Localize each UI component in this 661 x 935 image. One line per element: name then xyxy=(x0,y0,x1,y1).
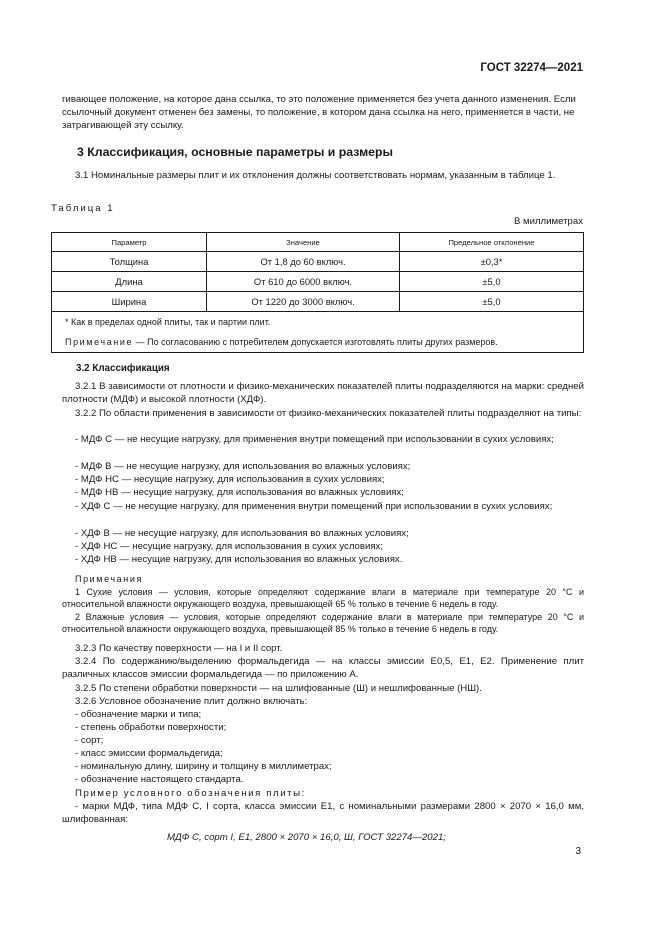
table-note xyxy=(52,331,584,353)
designation-item: - класс эмиссии формальдегида; xyxy=(75,748,223,759)
table-units: В миллиметрах xyxy=(513,216,583,227)
table-cell: ±5,0 xyxy=(400,292,584,312)
table-cell: ±5,0 xyxy=(400,272,584,292)
paragraph-3-2-1: 3.2.1 В зависимости от плотности и физико-механических показателей плиты подразделяются на марки: средней плотности (МДФ) и высокой плотности (ХДФ). xyxy=(62,381,584,406)
section-3-title: 3 Классификация, основные параметры и размеры xyxy=(77,145,394,159)
note-2: 2 Влажные условия — условия, которые определяют содержание влаги в материале при температуре 20 °С и относительной влажности окружающего воздуха, превышающей 85 % только в течение 6 недель в году. xyxy=(62,612,584,634)
table-cell: От 610 до 6000 включ. xyxy=(207,272,400,292)
intro-line-1: гивающее положение, на которое дана ссылка, то это положение применяется без учета данного изменения. Если xyxy=(62,94,576,105)
table-cell: ±0,3* xyxy=(400,252,584,272)
type-item: - МДФ НВ — несущие нагрузку, для использования во влажных условиях; xyxy=(75,487,404,498)
example-formula: МДФ С, сорт I, Е1, 2800 × 2070 × 16,0, Ш, ГОСТ 32274—2021; xyxy=(167,832,446,843)
standard-header: ГОСТ 32274—2021 xyxy=(480,62,583,74)
paragraph-3-2-2: 3.2.2 По области применения в зависимости от физико-механических показателей плиты подразделяют на типы: xyxy=(75,408,582,419)
table-1 xyxy=(51,232,584,353)
table-row xyxy=(52,272,584,292)
type-item: - ХДФ НВ — несущие нагрузку, для использования во влажных условиях. xyxy=(75,554,403,565)
table-header-cell: Предельное отклонение xyxy=(400,233,584,252)
type-item: - ХДФ НС — несущие нагрузку, для использования в сухих условиях; xyxy=(75,541,384,552)
table-cell: Ширина xyxy=(52,292,207,312)
intro-line-2: ссылочный документ отменен без замены, то положение, в котором дана ссылка на него, применяется в части, не xyxy=(62,107,575,118)
table-cell: От 1,8 до 60 включ. xyxy=(207,252,400,272)
paragraph-3-2-6: 3.2.6 Условное обозначение плит должно включать: xyxy=(75,696,308,707)
table-footnote: * Как в пределах одной плиты, так и партии плит. xyxy=(52,312,584,332)
type-item: - МДФ С — не несущие нагрузку, для применения внутри помещений при использовании в сухих условиях; xyxy=(75,434,554,445)
type-item: - ХДФ В — не несущие нагрузку, для использования во влажных условиях; xyxy=(75,528,409,539)
table-caption: Таблица 1 xyxy=(51,203,115,214)
table-row xyxy=(52,292,584,312)
designation-item: - обозначение марки и типа; xyxy=(75,709,202,720)
table-header-cell: Параметр xyxy=(52,233,207,252)
table-cell: Длина xyxy=(52,272,207,292)
intro-line-3: затрагивающей эту ссылку. xyxy=(62,120,184,131)
paragraph-3-2-4: 3.2.4 По содержанию/выделению формальдегида — на классы эмиссии Е0,5, Е1, Е2. Применение плит различных классов эмиссии формальдегида — по приложению А. xyxy=(62,656,584,681)
example-text: - марки МДФ, типа МДФ С, I сорта, класса эмиссии Е1, с номинальными размерами 2800 × 2070 × 16,0 мм, шлифованная: xyxy=(62,801,584,826)
paragraph-3-2-3: 3.2.3 По качеству поверхности — на I и II сорт. xyxy=(75,643,283,654)
paragraph-3-1: 3.1 Номинальные размеры плит и их отклонения должны соответствовать нормам, указанным в таблице 1. xyxy=(75,170,556,181)
type-item: - ХДФ С — не несущие нагрузку, для применения внутри помещений при использовании в сухих условиях; xyxy=(75,501,553,512)
table-cell: Толщина xyxy=(52,252,207,272)
table-note-text: — По согласованию с потребителем допускается изготовлять плиты других размеров. xyxy=(133,336,498,347)
table-header-cell: Значение xyxy=(207,233,400,252)
paragraph-3-2-5: 3.2.5 По степени обработки поверхности — на шлифованные (Ш) и нешлифованные (НШ). xyxy=(75,683,482,694)
table-note-label: Примечание xyxy=(65,336,134,347)
type-item: - МДФ В — не несущие нагрузку, для использования во влажных условиях; xyxy=(75,461,411,472)
note-1: 1 Сухие условия — условия, которые определяют содержание влаги в материале при температуре 20 °С и относительной влажности окружающего воздуха, превышающей 65 % только в течение 6 недель в году. xyxy=(62,587,584,609)
designation-item: - номинальную длину, ширину и толщину в миллиметрах; xyxy=(75,761,332,772)
table-row xyxy=(52,252,584,272)
table-header-row xyxy=(52,233,584,252)
example-label: Пример условного обозначения плиты: xyxy=(75,788,306,799)
page-number: 3 xyxy=(575,846,581,857)
notes-label: Примечания xyxy=(75,574,143,584)
type-item: - МДФ НС — несущие нагрузку, для использования в сухих условиях; xyxy=(75,474,385,485)
section-3-2-title: 3.2 Классификация xyxy=(76,363,170,374)
table-cell: От 1220 до 3000 включ. xyxy=(207,292,400,312)
designation-item: - сорт; xyxy=(75,735,104,746)
table-note-row xyxy=(52,331,584,353)
table-footnote-row xyxy=(52,312,584,332)
designation-item: - обозначение настоящего стандарта. xyxy=(75,774,244,785)
designation-item: - степень обработки поверхности; xyxy=(75,722,227,733)
